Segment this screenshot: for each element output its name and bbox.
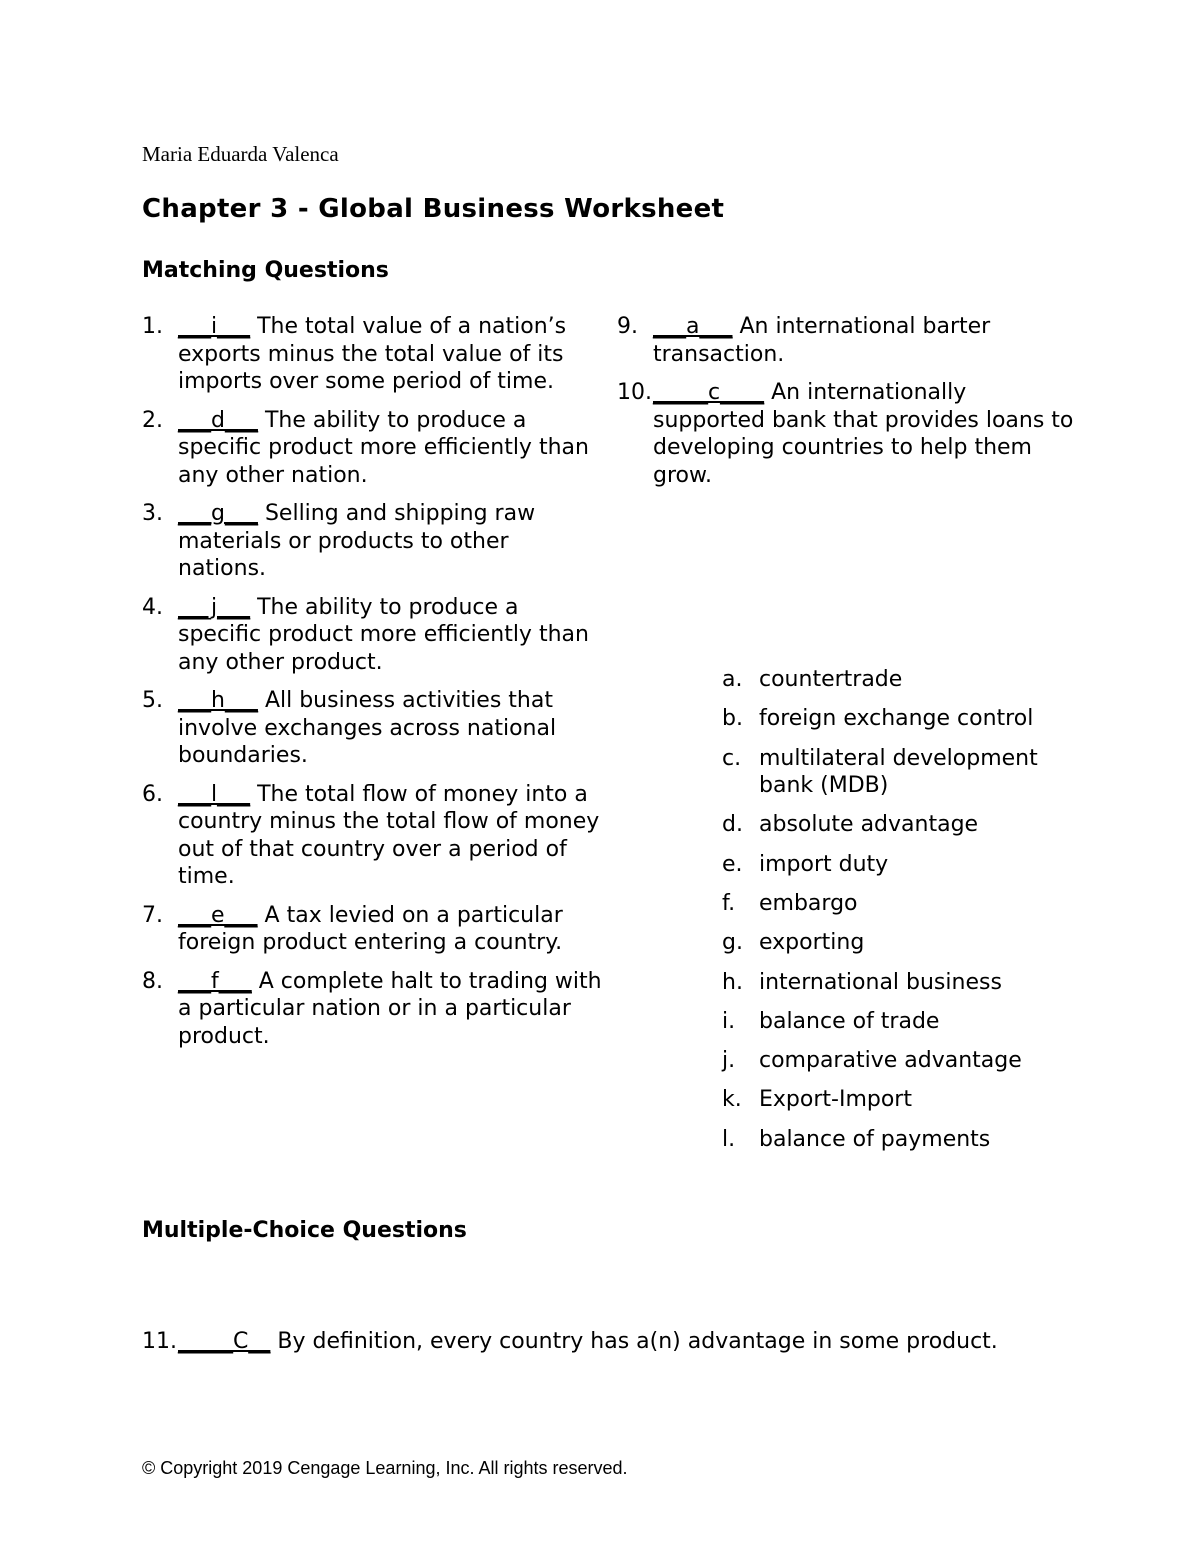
question-number: 11.	[142, 1329, 177, 1354]
question-text: Selling and shipping raw materials or products to other nations.	[178, 501, 536, 581]
option-h	[722, 969, 1079, 997]
question-number: 7.	[142, 902, 163, 928]
answer-blank[interactable]: ___i___	[178, 314, 251, 339]
answer-blank[interactable]: ___a___	[653, 314, 733, 339]
option-letter: c.	[722, 745, 742, 771]
question-text: The ability to produce a specific product more efficiently than any other product.	[178, 594, 589, 675]
question-text: The total value of a nation’s exports minus the total value of its imports over some period of time.	[178, 314, 567, 394]
option-d	[722, 811, 1079, 839]
option-letter: f.	[722, 890, 736, 916]
option-text: foreign exchange control	[759, 706, 1034, 732]
option-letter: a.	[722, 667, 743, 692]
option-l	[722, 1126, 1079, 1154]
option-a	[722, 666, 1079, 694]
answer-options-list	[722, 666, 1079, 1165]
question-1	[142, 313, 602, 396]
question-7	[142, 902, 602, 957]
question-9	[617, 313, 1077, 368]
answer-blank[interactable]: ___j___	[178, 594, 251, 620]
question-number: 1.	[142, 314, 163, 339]
question-3	[142, 500, 602, 583]
matching-questions-left	[142, 313, 602, 1061]
answer-blank[interactable]: ___e___	[178, 902, 258, 928]
answer-blank[interactable]: ___f___	[178, 968, 252, 994]
option-text: absolute advantage	[759, 812, 979, 838]
copyright-footer: © Copyright 2019 Cengage Learning, Inc. All rights reserved.	[142, 1458, 628, 1478]
option-k	[722, 1086, 1079, 1114]
option-text: balance of trade	[759, 1008, 940, 1034]
option-text: exporting	[759, 930, 865, 956]
option-text: multilateral development bank (MDB)	[759, 745, 1038, 799]
answer-blank[interactable]: _____c____	[653, 380, 765, 405]
option-text: international business	[759, 969, 1002, 995]
question-4	[142, 594, 602, 677]
question-number: 5.	[142, 688, 163, 713]
option-letter: h.	[722, 969, 743, 995]
question-number: 2.	[142, 407, 163, 433]
answer-blank[interactable]: _____C__	[178, 1329, 271, 1354]
option-letter: i.	[722, 1008, 736, 1034]
option-c	[722, 745, 1079, 800]
answer-blank[interactable]: ___l___	[178, 781, 251, 807]
option-text: Export-Import	[759, 1087, 912, 1113]
question-5	[142, 687, 602, 770]
question-text: By definition, every country has a(n) advantage in some product.	[270, 1329, 998, 1354]
option-text: balance of payments	[759, 1126, 991, 1152]
question-number: 6.	[142, 781, 163, 807]
answer-blank[interactable]: ___g___	[178, 501, 258, 526]
question-11	[142, 1328, 1042, 1356]
option-j	[722, 1047, 1079, 1075]
option-text: comparative advantage	[759, 1048, 1022, 1074]
question-text: The total flow of money into a country minus the total flow of money out of that country over a period of time.	[178, 781, 600, 889]
question-number: 9.	[617, 314, 638, 339]
option-text: embargo	[759, 890, 858, 916]
question-2	[142, 407, 602, 490]
question-text: A tax levied on a particular foreign product entering a country.	[178, 902, 563, 955]
multiple-choice-questions	[142, 1328, 1042, 1367]
option-f	[722, 890, 1079, 918]
answer-blank[interactable]: ___d___	[178, 407, 258, 433]
option-letter: k.	[722, 1087, 742, 1113]
question-number: 3.	[142, 501, 163, 526]
question-text: An international barter transaction.	[653, 314, 991, 367]
matching-heading: Matching Questions	[142, 258, 389, 283]
option-text: countertrade	[759, 667, 903, 692]
option-e	[722, 851, 1079, 879]
option-text: import duty	[759, 851, 889, 877]
option-letter: g.	[722, 930, 743, 956]
question-6	[142, 781, 602, 891]
option-g	[722, 929, 1079, 957]
question-10	[617, 379, 1077, 489]
question-number: 4.	[142, 594, 163, 620]
author-name: Maria Eduarda Valenca	[142, 142, 339, 166]
matching-questions-right	[617, 313, 1077, 500]
option-letter: l.	[722, 1126, 736, 1152]
option-letter: d.	[722, 812, 743, 838]
question-8	[142, 968, 602, 1051]
question-number: 8.	[142, 968, 163, 994]
answer-blank[interactable]: ___h___	[178, 688, 258, 713]
question-number: 10.	[617, 380, 652, 405]
option-b	[722, 705, 1079, 733]
option-letter: b.	[722, 706, 743, 732]
question-text: A complete halt to trading with a particular nation or in a particular product.	[178, 968, 602, 1049]
question-text: The ability to produce a specific product more efficiently than any other nation.	[178, 407, 589, 488]
worksheet-title: Chapter 3 - Global Business Worksheet	[142, 194, 725, 224]
question-text: An internationally supported bank that provides loans to developing countries to help them grow.	[653, 380, 1074, 488]
option-letter: e.	[722, 851, 743, 877]
multiple-choice-heading: Multiple-Choice Questions	[142, 1218, 467, 1243]
option-letter: j.	[722, 1048, 736, 1074]
option-i	[722, 1008, 1079, 1036]
question-text: All business activities that involve exchanges across national boundaries.	[178, 688, 557, 768]
